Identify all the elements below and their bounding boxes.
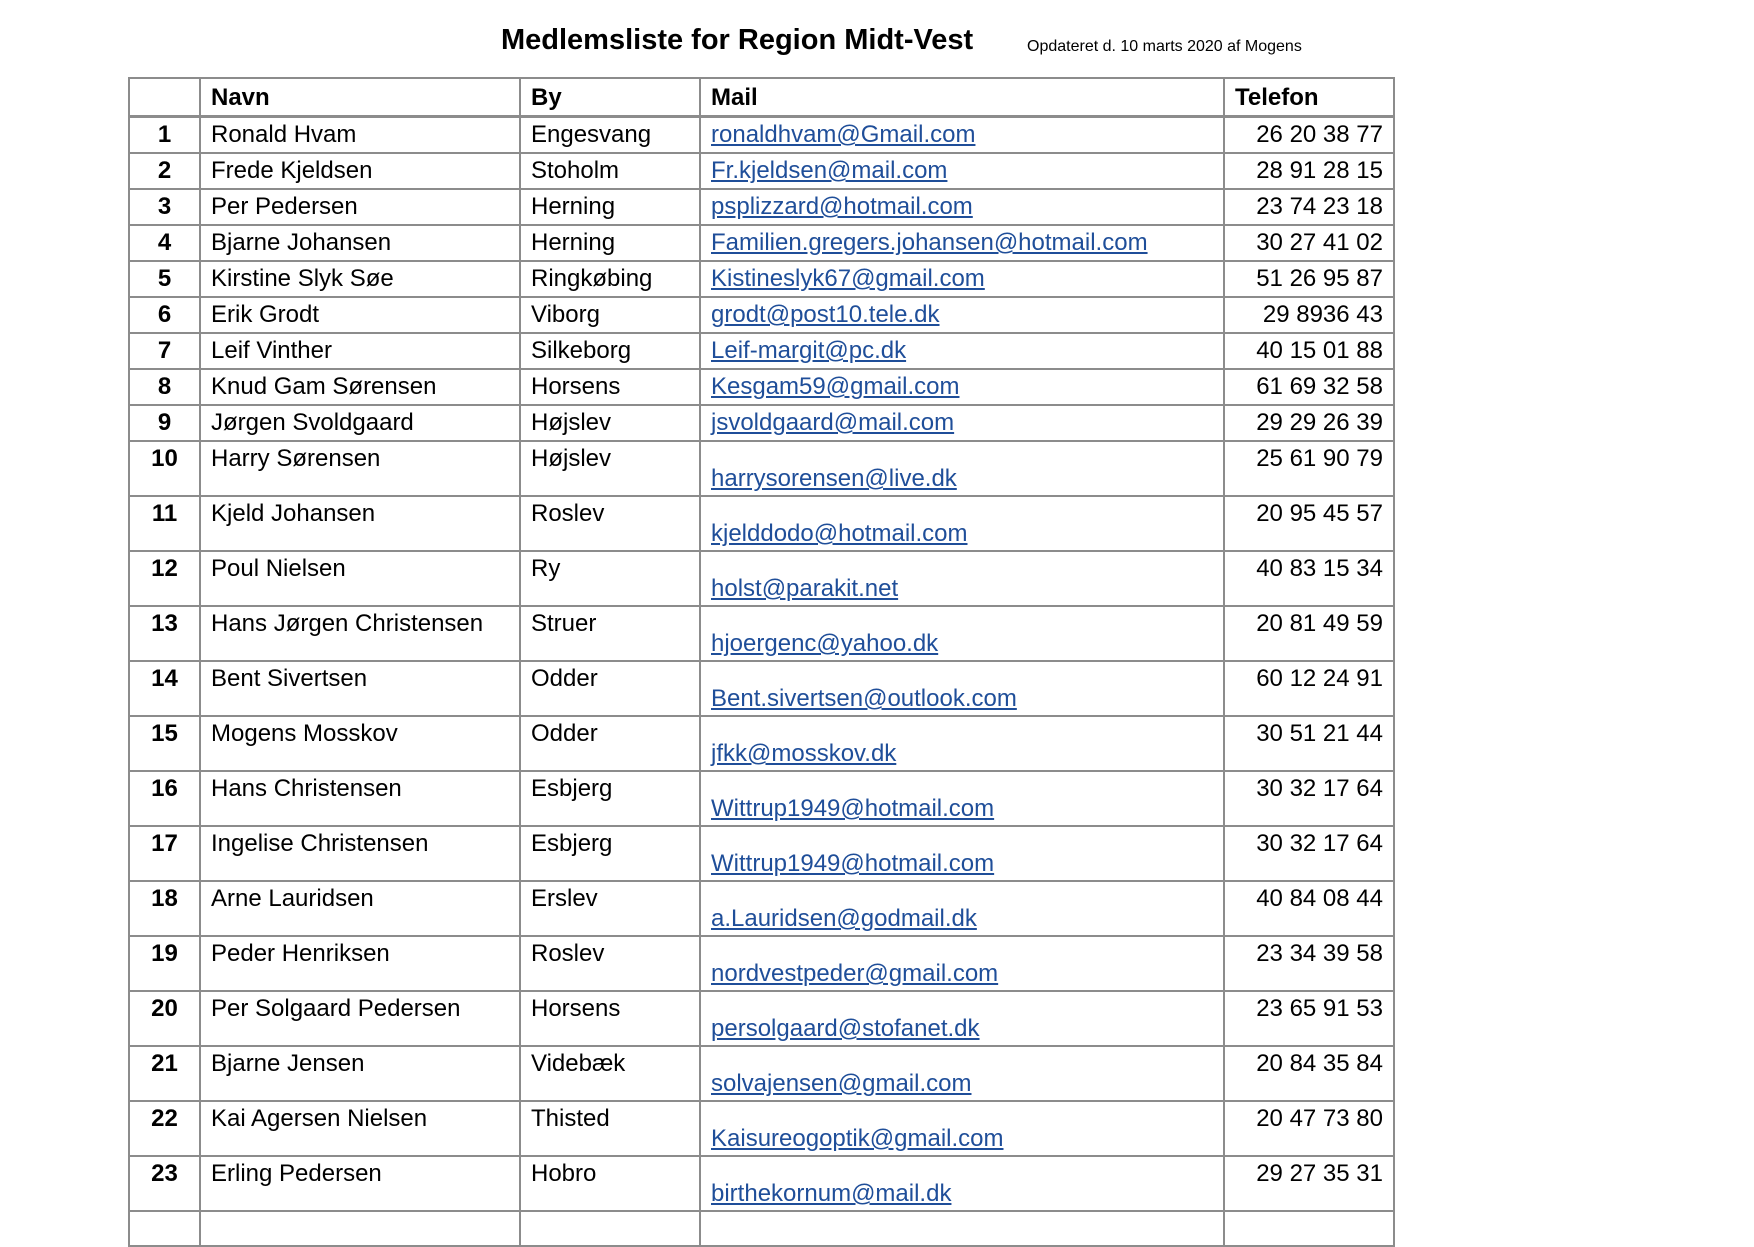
cell-name: Bjarne Johansen xyxy=(200,225,520,261)
table-row xyxy=(129,1046,1394,1101)
cell-num: 8 xyxy=(129,369,200,405)
table-row xyxy=(129,153,1394,189)
cell-num: 4 xyxy=(129,225,200,261)
cell-name: Harry Sørensen xyxy=(200,441,520,496)
email-link[interactable]: birthekornum@mail.dk xyxy=(711,1180,952,1207)
cell-num: 13 xyxy=(129,606,200,661)
cell-num: 7 xyxy=(129,333,200,369)
cell-name: Leif Vinther xyxy=(200,333,520,369)
table-row xyxy=(129,261,1394,297)
cell-mail xyxy=(700,771,1224,826)
cell-city: Odder xyxy=(520,716,700,771)
email-link[interactable]: hjoergenc@yahoo.dk xyxy=(711,630,939,657)
header-name: Navn xyxy=(200,78,520,117)
table-row xyxy=(129,551,1394,606)
cell-phone: 40 83 15 34 xyxy=(1224,551,1394,606)
cell-name: Hans Jørgen Christensen xyxy=(200,606,520,661)
cell-name: Ingelise Christensen xyxy=(200,826,520,881)
cell-num: 9 xyxy=(129,405,200,441)
cell-mail xyxy=(700,991,1224,1046)
cell-mail xyxy=(700,225,1224,261)
cell-phone: 30 32 17 64 xyxy=(1224,771,1394,826)
cell-mail xyxy=(700,881,1224,936)
table-row xyxy=(129,117,1394,154)
cell-mail xyxy=(700,1101,1224,1156)
cell-mail xyxy=(700,405,1224,441)
cell-phone: 61 69 32 58 xyxy=(1224,369,1394,405)
cell-city: Herning xyxy=(520,225,700,261)
cell-city: Ry xyxy=(520,551,700,606)
header-row xyxy=(129,78,1394,117)
table-row xyxy=(129,405,1394,441)
cell-mail xyxy=(700,1046,1224,1101)
cell-city: Esbjerg xyxy=(520,826,700,881)
cell-num: 5 xyxy=(129,261,200,297)
email-link[interactable]: Bent.sivertsen@outlook.com xyxy=(711,685,1017,712)
cell-city: Stoholm xyxy=(520,153,700,189)
cell-phone: 30 51 21 44 xyxy=(1224,716,1394,771)
cell-mail xyxy=(700,496,1224,551)
cell-phone: 30 27 41 02 xyxy=(1224,225,1394,261)
header-mail: Mail xyxy=(700,78,1224,117)
cell-phone: 30 32 17 64 xyxy=(1224,826,1394,881)
email-link[interactable]: persolgaard@stofanet.dk xyxy=(711,1015,980,1042)
email-link[interactable]: psplizzard@hotmail.com xyxy=(711,193,973,220)
email-link[interactable]: kjelddodo@hotmail.com xyxy=(711,520,968,547)
cell-city: Videbæk xyxy=(520,1046,700,1101)
cell-city: Herning xyxy=(520,189,700,225)
cell-name: Kirstine Slyk Søe xyxy=(200,261,520,297)
table-row xyxy=(129,826,1394,881)
cell-mail xyxy=(700,297,1224,333)
empty-cell xyxy=(520,1211,700,1246)
cell-num: 16 xyxy=(129,771,200,826)
table-row xyxy=(129,661,1394,716)
document-header xyxy=(0,22,1754,62)
cell-mail xyxy=(700,1156,1224,1211)
table-row xyxy=(129,496,1394,551)
cell-name: Per Pedersen xyxy=(200,189,520,225)
email-link[interactable]: grodt@post10.tele.dk xyxy=(711,301,940,328)
table-row xyxy=(129,771,1394,826)
cell-city: Struer xyxy=(520,606,700,661)
table-row xyxy=(129,369,1394,405)
email-link[interactable]: jsvoldgaard@mail.com xyxy=(711,409,955,436)
cell-city: Odder xyxy=(520,661,700,716)
updated-note: Opdateret d. 10 marts 2020 af Mogens xyxy=(1027,38,1302,55)
table-body xyxy=(129,117,1394,1247)
cell-name: Bjarne Jensen xyxy=(200,1046,520,1101)
cell-name: Hans Christensen xyxy=(200,771,520,826)
cell-mail xyxy=(700,936,1224,991)
cell-city: Viborg xyxy=(520,297,700,333)
cell-name: Kjeld Johansen xyxy=(200,496,520,551)
cell-phone: 23 65 91 53 xyxy=(1224,991,1394,1046)
cell-name: Mogens Mosskov xyxy=(200,716,520,771)
table-header xyxy=(129,78,1394,117)
cell-mail xyxy=(700,261,1224,297)
cell-name: Bent Sivertsen xyxy=(200,661,520,716)
cell-mail xyxy=(700,189,1224,225)
table-row xyxy=(129,606,1394,661)
empty-row xyxy=(129,1211,1394,1246)
cell-city: Ringkøbing xyxy=(520,261,700,297)
cell-name: Frede Kjeldsen xyxy=(200,153,520,189)
cell-name: Per Solgaard Pedersen xyxy=(200,991,520,1046)
cell-mail xyxy=(700,369,1224,405)
table-row xyxy=(129,716,1394,771)
cell-mail xyxy=(700,716,1224,771)
email-link[interactable]: a.Lauridsen@godmail.dk xyxy=(711,905,977,932)
cell-num: 23 xyxy=(129,1156,200,1211)
cell-num: 1 xyxy=(129,117,200,154)
cell-city: Roslev xyxy=(520,936,700,991)
member-table xyxy=(128,77,1395,1247)
email-link[interactable]: Wittrup1949@hotmail.com xyxy=(711,795,995,822)
cell-name: Peder Henriksen xyxy=(200,936,520,991)
cell-phone: 60 12 24 91 xyxy=(1224,661,1394,716)
cell-phone: 40 15 01 88 xyxy=(1224,333,1394,369)
cell-mail xyxy=(700,333,1224,369)
email-link[interactable]: Familien.gregers.johansen@hotmail.com xyxy=(711,229,1148,256)
cell-phone: 40 84 08 44 xyxy=(1224,881,1394,936)
empty-cell xyxy=(129,1211,200,1246)
cell-city: Thisted xyxy=(520,1101,700,1156)
cell-city: Højslev xyxy=(520,405,700,441)
cell-phone: 25 61 90 79 xyxy=(1224,441,1394,496)
cell-num: 14 xyxy=(129,661,200,716)
empty-cell xyxy=(700,1211,1224,1246)
cell-city: Engesvang xyxy=(520,117,700,154)
cell-phone: 23 74 23 18 xyxy=(1224,189,1394,225)
cell-num: 18 xyxy=(129,881,200,936)
cell-phone: 20 95 45 57 xyxy=(1224,496,1394,551)
table-row xyxy=(129,297,1394,333)
cell-phone: 28 91 28 15 xyxy=(1224,153,1394,189)
table-row xyxy=(129,441,1394,496)
email-link[interactable]: Wittrup1949@hotmail.com xyxy=(711,850,995,877)
email-link[interactable]: nordvestpeder@gmail.com xyxy=(711,960,999,987)
cell-name: Erling Pedersen xyxy=(200,1156,520,1211)
cell-num: 6 xyxy=(129,297,200,333)
header-city: By xyxy=(520,78,700,117)
cell-num: 19 xyxy=(129,936,200,991)
document-title: Medlemsliste for Region Midt-Vest xyxy=(501,24,974,56)
cell-name: Kai Agersen Nielsen xyxy=(200,1101,520,1156)
cell-mail xyxy=(700,441,1224,496)
table-row xyxy=(129,189,1394,225)
table-row xyxy=(129,333,1394,369)
cell-phone: 23 34 39 58 xyxy=(1224,936,1394,991)
cell-num: 11 xyxy=(129,496,200,551)
email-link[interactable]: harrysorensen@live.dk xyxy=(711,465,957,492)
table-row xyxy=(129,881,1394,936)
table-row xyxy=(129,991,1394,1046)
email-link[interactable]: Kistineslyk67@gmail.com xyxy=(711,265,985,292)
cell-num: 17 xyxy=(129,826,200,881)
cell-num: 15 xyxy=(129,716,200,771)
cell-name: Ronald Hvam xyxy=(200,117,520,154)
cell-name: Knud Gam Sørensen xyxy=(200,369,520,405)
cell-name: Arne Lauridsen xyxy=(200,881,520,936)
cell-mail xyxy=(700,551,1224,606)
cell-city: Højslev xyxy=(520,441,700,496)
cell-num: 12 xyxy=(129,551,200,606)
cell-city: Esbjerg xyxy=(520,771,700,826)
cell-city: Horsens xyxy=(520,991,700,1046)
empty-cell xyxy=(200,1211,520,1246)
cell-phone: 20 84 35 84 xyxy=(1224,1046,1394,1101)
cell-num: 3 xyxy=(129,189,200,225)
table-row xyxy=(129,936,1394,991)
table-row xyxy=(129,1101,1394,1156)
cell-city: Hobro xyxy=(520,1156,700,1211)
empty-cell xyxy=(1224,1211,1394,1246)
cell-mail xyxy=(700,606,1224,661)
cell-phone: 29 29 26 39 xyxy=(1224,405,1394,441)
cell-phone: 29 8936 43 xyxy=(1224,297,1394,333)
email-link[interactable]: ronaldhvam@Gmail.com xyxy=(711,121,976,148)
cell-mail xyxy=(700,826,1224,881)
cell-name: Poul Nielsen xyxy=(200,551,520,606)
cell-phone: 20 47 73 80 xyxy=(1224,1101,1394,1156)
email-link[interactable]: jfkk@mosskov.dk xyxy=(711,740,897,767)
table-row xyxy=(129,225,1394,261)
cell-name: Erik Grodt xyxy=(200,297,520,333)
email-link[interactable]: Fr.kjeldsen@mail.com xyxy=(711,157,948,184)
cell-num: 10 xyxy=(129,441,200,496)
email-link[interactable]: holst@parakit.net xyxy=(711,575,899,602)
cell-mail xyxy=(700,117,1224,154)
cell-num: 2 xyxy=(129,153,200,189)
cell-city: Silkeborg xyxy=(520,333,700,369)
email-link[interactable]: Kesgam59@gmail.com xyxy=(711,373,960,400)
cell-mail xyxy=(700,661,1224,716)
cell-city: Horsens xyxy=(520,369,700,405)
cell-name: Jørgen Svoldgaard xyxy=(200,405,520,441)
cell-phone: 26 20 38 77 xyxy=(1224,117,1394,154)
cell-city: Roslev xyxy=(520,496,700,551)
email-link[interactable]: Leif-margit@pc.dk xyxy=(711,337,907,364)
cell-num: 22 xyxy=(129,1101,200,1156)
header-num xyxy=(129,78,200,117)
cell-phone: 20 81 49 59 xyxy=(1224,606,1394,661)
cell-city: Erslev xyxy=(520,881,700,936)
cell-phone: 29 27 35 31 xyxy=(1224,1156,1394,1211)
cell-num: 21 xyxy=(129,1046,200,1101)
cell-phone: 51 26 95 87 xyxy=(1224,261,1394,297)
email-link[interactable]: solvajensen@gmail.com xyxy=(711,1070,972,1097)
cell-mail xyxy=(700,153,1224,189)
cell-num: 20 xyxy=(129,991,200,1046)
email-link[interactable]: Kaisureogoptik@gmail.com xyxy=(711,1125,1004,1152)
table-row xyxy=(129,1156,1394,1211)
header-phone: Telefon xyxy=(1224,78,1394,117)
